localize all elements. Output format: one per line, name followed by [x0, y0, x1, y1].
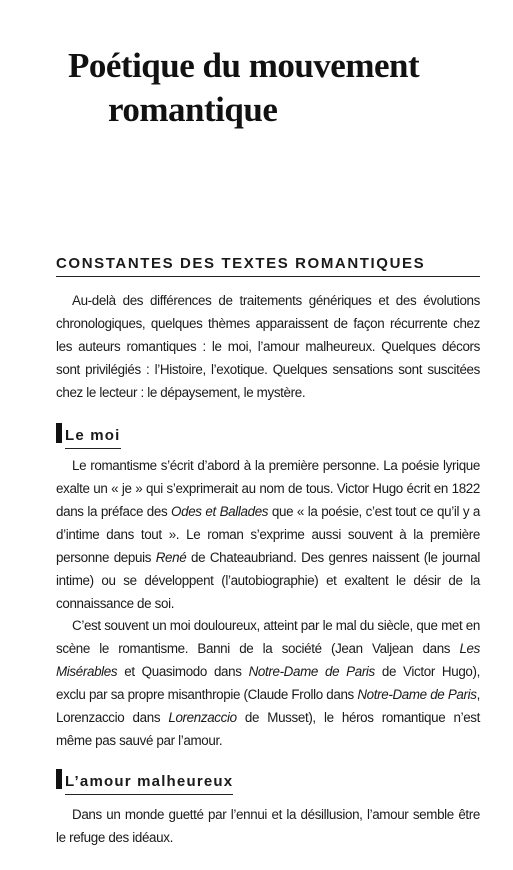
- le-moi-paragraph-1: [56, 454, 480, 615]
- text-run: de Victor Hugo), exclu par sa propre misanthropie (Claude Frollo dans: [56, 664, 480, 702]
- subheading-le-moi: [56, 423, 121, 449]
- heading-bar-marker: [56, 769, 62, 789]
- subheading-label: Le moi: [65, 425, 121, 449]
- book-title: Odes et Ballades: [171, 504, 269, 519]
- amour-paragraph-1: Dans un monde guetté par l’ennui et la désillusion, l’amour semble être le refuge des idéaux.: [56, 807, 480, 845]
- text-run: que « la poésie, c’est tout ce qu’il y a d’intime dans tout ». Le roman s’exprime aussi souvent à la première personne depuis: [56, 504, 480, 565]
- page-title: [68, 44, 488, 132]
- book-title: Les Misérables: [56, 641, 480, 679]
- book-title: Notre-Dame de Paris: [248, 664, 375, 679]
- text-run: de Chateaubriand. Des genres naissent (le journal intime) ou se développent (l’autobiographie) et exaltent le désir de la connaissance de soi.: [56, 550, 481, 611]
- section-heading: CONSTANTES DES TEXTES ROMANTIQUES: [56, 254, 480, 277]
- text-run: Le romantisme s’écrit d’abord à la première personne. La poésie lyrique exalte un « je » qui s’exprimerait au nom de tous. Victor Hugo écrit en 1822 dans la préface des: [56, 458, 480, 519]
- book-title: Lorenzaccio: [168, 710, 237, 725]
- text-run: , Lorenzaccio dans: [56, 687, 480, 725]
- text-run: et Quasimodo dans: [117, 664, 249, 679]
- le-moi-paragraph-2: [56, 614, 480, 752]
- book-title: Notre-Dame de Paris: [357, 687, 477, 702]
- text-run: C’est souvent un moi douloureux, atteint par le mal du siècle, que met en scène le romantisme. Banni de la société (Jean Valjean dans: [56, 618, 480, 656]
- text-run: de Musset), le héros romantique n’est même pas sauvé par l’amour.: [56, 710, 481, 748]
- intro-paragraph: Au-delà des différences de traitements génériques et des évolutions chronologiques, quelques thèmes apparaissent de façon récurrente chez les auteurs romantiques : le moi, l’amour malheureux. Quelques décors sont privilégiés : l’Histoire, l’exotique. Quelques sensations sont suscitées chez le lecteur : le dépaysement, le mystère.: [56, 293, 480, 400]
- heading-bar-marker: [56, 423, 62, 443]
- page-title-line-1: Poétique du mouvement: [68, 46, 420, 85]
- subheading-amour-malheureux: [56, 769, 233, 795]
- book-title: René: [155, 550, 187, 565]
- subheading-label: L’amour malheureux: [65, 771, 233, 795]
- page-title-line-2: romantique: [108, 90, 278, 129]
